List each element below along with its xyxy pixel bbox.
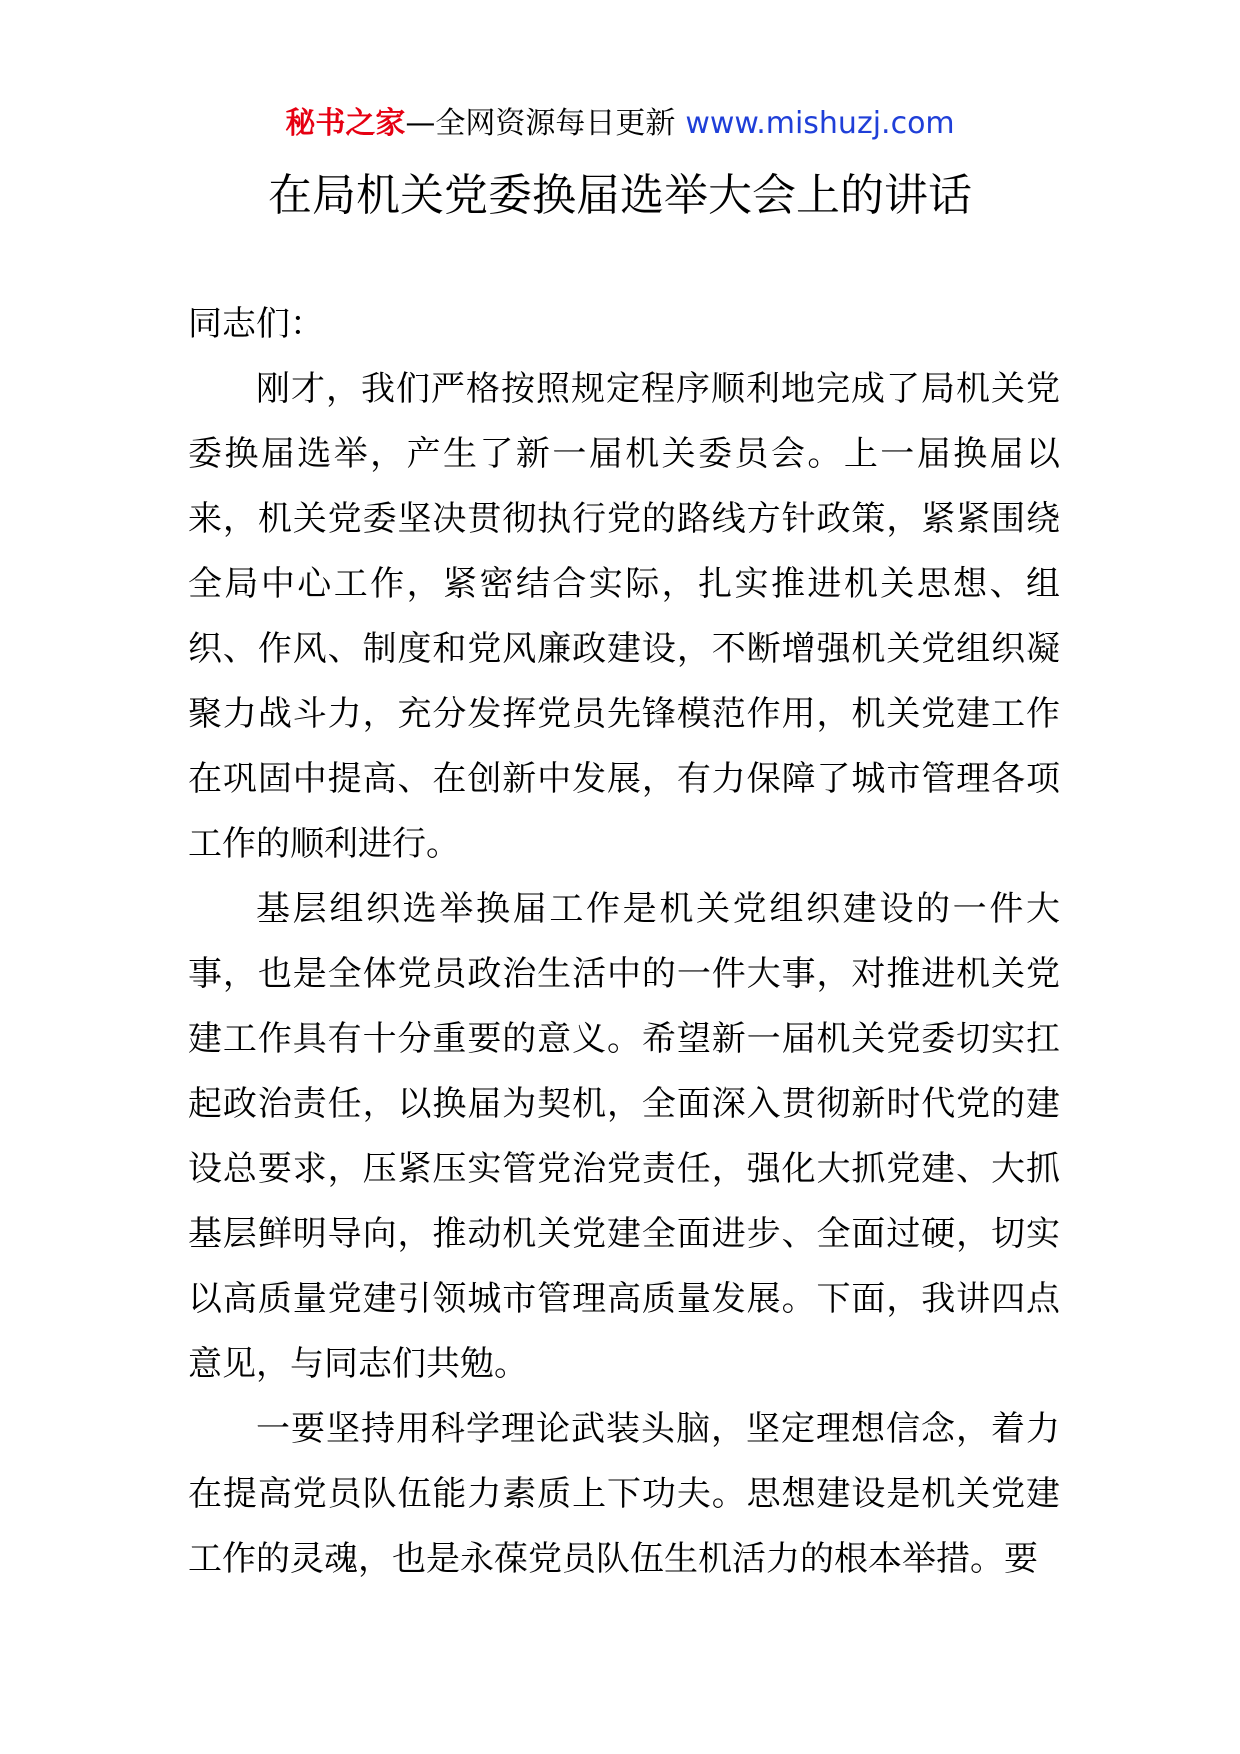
paragraph-2: 基层组织选举换届工作是机关党组织建设的一件大事，也是全体党员政治生活中的一件大事，对推进机关党建工作具有十分重要的意义。希望新一届机关党委切实扛起政治责任，以换届为契机，全面深入贯彻新时代党的建设总要求，压紧压实管党治党责任，强化大抓党建、大抓基层鲜明导向，推动机关党建全面进步、全面过硬，切实以高质量党建引领城市管理高质量发展。下面，我讲四点意见，与同志们共勉。 (188, 889, 1060, 1384)
document-title: 在局机关党委换届选举大会上的讲话 (268, 170, 972, 221)
paragraph-3: 一要坚持用科学理论武装头脑，坚定理想信念，着力在提高党员队伍能力素质上下功夫。思想建设是机关党建工作的灵魂，也是永葆党员队伍生机活力的根本举措。要 (188, 1409, 1060, 1579)
site-brand: 秘书之家 (285, 106, 406, 141)
paragraph-1: 刚才，我们严格按照规定程序顺利地完成了局机关党委换届选举，产生了新一届机关委员会。上一届换届以来，机关党委坚决贯彻执行党的路线方针政策，紧紧围绕全局中心工作，紧密结合实际，扎实推进机关思想、组织、作风、制度和党风廉政建设，不断增强机关党组织凝聚力战斗力，充分发挥党员先锋模范作用，机关党建工作在巩固中提高、在创新中发展，有力保障了城市管理各项工作的顺利进行。 (188, 369, 1060, 864)
salutation: 同志们： (188, 304, 324, 344)
site-header (0, 104, 1240, 144)
site-url-link[interactable]: www.mishuzj.com (685, 106, 955, 141)
site-tagline: —全网资源每日更新 (405, 106, 676, 141)
document-body (188, 292, 1060, 1592)
